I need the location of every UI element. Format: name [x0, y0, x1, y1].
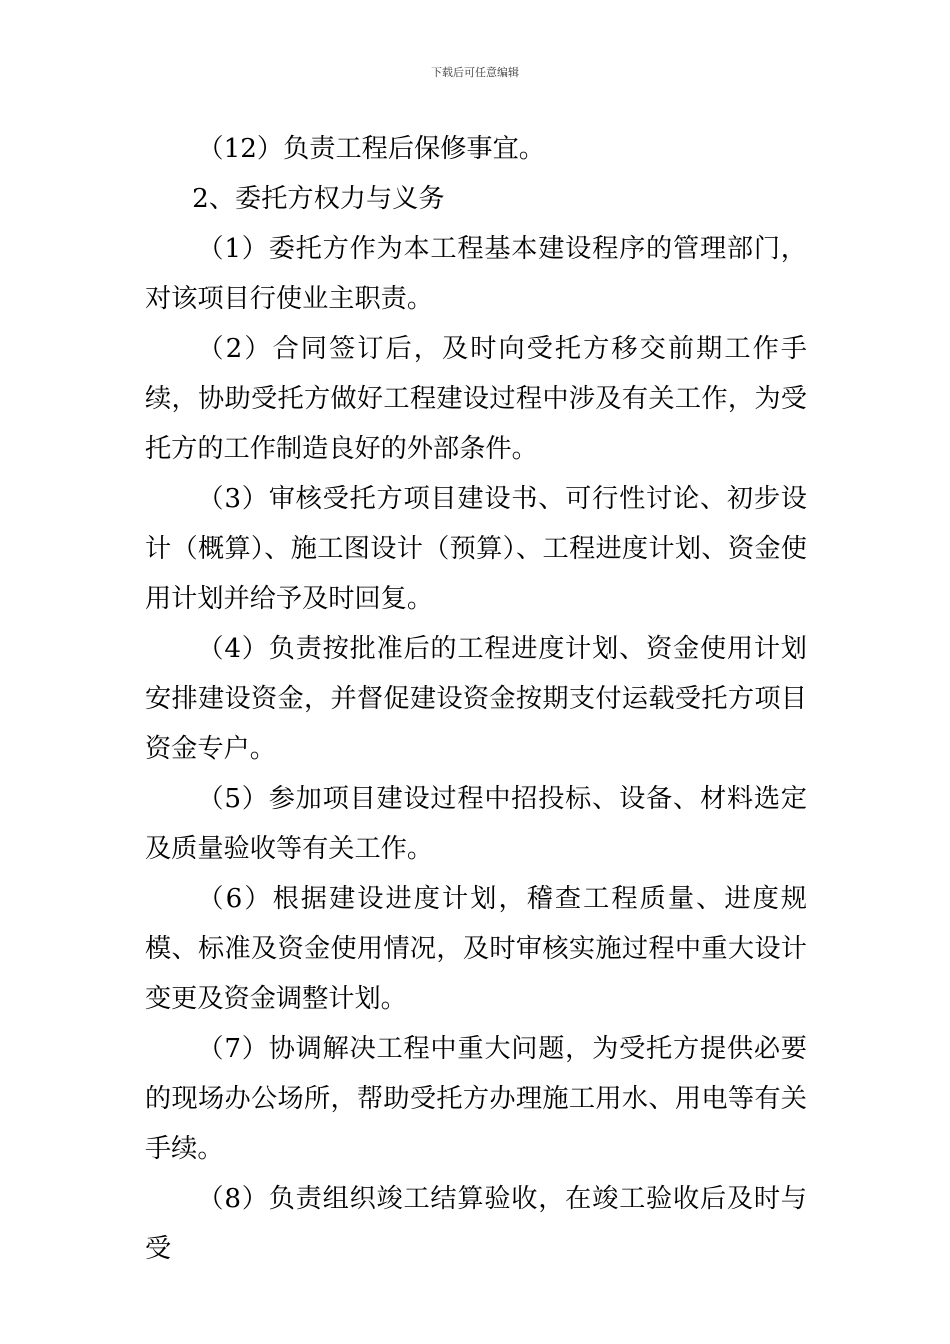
page-header: 下载后可任意编辑 [431, 66, 519, 79]
paragraph-1: （1）委托方作为本工程基本建设程序的管理部门，对该项目行使业主职责。 [145, 234, 807, 314]
document-body [145, 124, 807, 1274]
paragraph-4: （4）负责按批准后的工程进度计划、资金使用计划安排建设资金，并督促建设资金按期支付运载受托方项目资金专户。 [145, 634, 807, 764]
paragraph-5: （5）参加项目建设过程中招投标、设备、材料选定及质量验收等有关工作。 [145, 784, 807, 864]
section-heading-client-rights: 2、委托方权力与义务 [192, 184, 445, 214]
paragraph-8: （8）负责组织竣工结算验收，在竣工验收后及时与受 [145, 1184, 807, 1264]
paragraph-12-warranty: （12）负责工程后保修事宜。 [197, 134, 545, 164]
paragraph-7: （7）协调解决工程中重大问题，为受托方提供必要的现场办公场所，帮助受托方办理施工用水、用电等有关手续。 [145, 1034, 807, 1164]
paragraph-6: （6）根据建设进度计划，稽查工程质量、进度规模、标准及资金使用情况，及时审核实施过程中重大设计变更及资金调整计划。 [145, 884, 807, 1014]
paragraph-2: （2）合同签订后，及时向受托方移交前期工作手续，协助受托方做好工程建设过程中涉及有关工作，为受托方的工作制造良好的外部条件。 [145, 334, 807, 464]
paragraph-3: （3）审核受托方项目建设书、可行性讨论、初步设计（概算）、施工图设计（预算）、工程进度计划、资金使用计划并给予及时回复。 [145, 484, 807, 614]
